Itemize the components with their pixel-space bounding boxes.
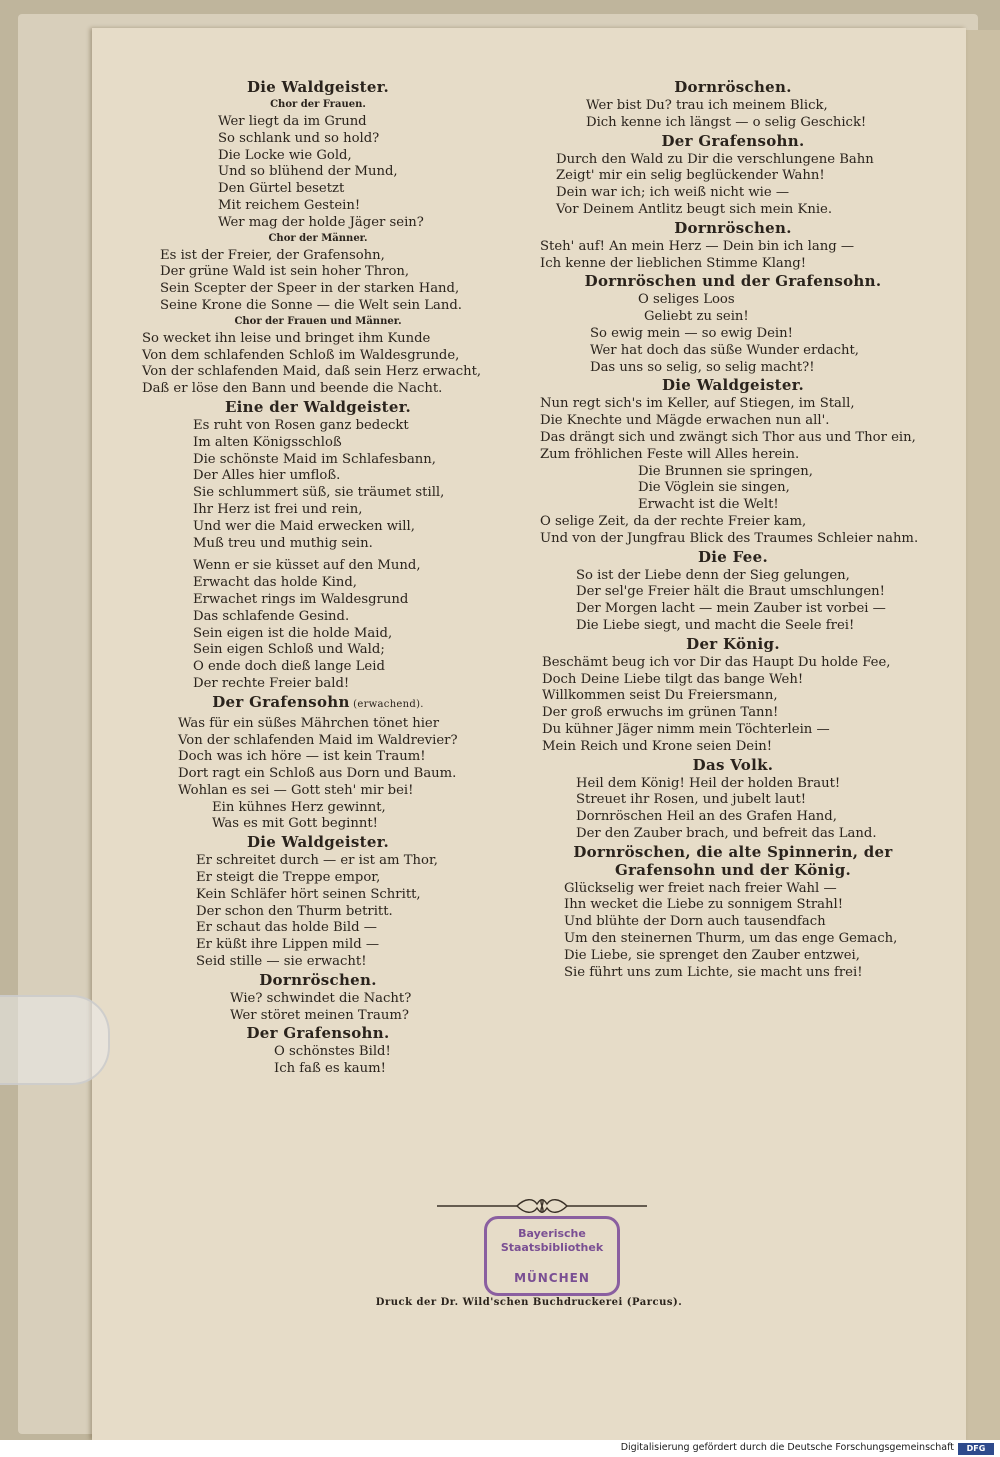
verse-line: Wohlan es sei — Gott steh' mir bei! <box>178 782 414 798</box>
verse-line: Er schreitet durch — er ist am Thor, <box>196 853 438 869</box>
section-heading <box>538 132 928 150</box>
verse-line: Die Locke wie Gold, <box>218 147 352 163</box>
chorus-subheading: Chor der Frauen und Männer. <box>234 315 402 327</box>
verse-line: Es ist der Freier, der Grafensohn, <box>160 247 385 263</box>
speaker-name: Der König. <box>686 634 780 653</box>
verse-line: Erwacht das holde Kind, <box>193 575 358 591</box>
verse-line: Wer liegt da im Grund <box>218 114 367 129</box>
verse-line: Sein Scepter der Speer in der starken Hand, <box>160 281 460 297</box>
verse-line: O schönstes Bild! <box>274 1044 391 1060</box>
verse-line: Doch was ich höre — ist kein Traum! <box>178 749 426 765</box>
section-heading <box>138 693 498 714</box>
verse-line: Ihr Herz ist frei und rein, <box>193 501 363 517</box>
verse-line: Der sel'ge Freier hält die Braut umschlungen! <box>576 584 885 600</box>
verse-line: Und wer die Maid erwecken will, <box>193 518 415 534</box>
verse-line: Wer störet meinen Traum? <box>230 1007 409 1023</box>
verse-line: Was für ein süßes Mährchen tönet hier <box>178 715 440 731</box>
verse-line: Von der schlafenden Maid, daß sein Herz erwacht, <box>142 364 482 380</box>
verse-line: Was es mit Gott beginnt! <box>212 816 378 832</box>
speaker-name: Dornröschen. <box>674 218 792 237</box>
verse-line: Glückselig wer freiet nach freier Wahl — <box>564 880 837 896</box>
verse-line: O seliges Loos <box>638 292 735 308</box>
verse-line: O selige Zeit, da der rechte Freier kam, <box>540 513 807 529</box>
verse-line: Und so blühend der Mund, <box>218 164 398 180</box>
section-heading <box>138 1024 498 1042</box>
verse-line: Das schlafende Gesind. <box>193 608 350 624</box>
verse-line: Streuet ihr Rosen, und jubelt laut! <box>576 792 807 808</box>
section-heading <box>538 635 928 653</box>
section-heading <box>538 272 928 290</box>
verse-line: Dich kenne ich längst — o selig Geschick! <box>586 114 867 130</box>
verse-line: Die Vöglein sie singen, <box>638 480 790 496</box>
verse-line: Sein eigen ist die holde Maid, <box>193 625 393 641</box>
verse-line: O ende doch dieß lange Leid <box>193 659 385 675</box>
verse-line: So schlank und so hold? <box>218 130 380 146</box>
section-heading <box>538 843 928 879</box>
section-heading <box>138 833 498 851</box>
verse-line: Daß er löse den Bann und beende die Nacht. <box>142 381 443 397</box>
verse-line: Die Liebe siegt, und macht die Seele frei! <box>576 617 855 633</box>
speaker-name: Dornröschen. <box>674 78 792 96</box>
verse-line: Wer bist Du? trau ich meinem Blick, <box>586 98 828 113</box>
divider-ornament <box>437 1196 647 1216</box>
verse-line: Die Brunnen sie springen, <box>638 463 813 479</box>
stamp-line-3: MÜNCHEN <box>514 1271 590 1285</box>
library-stamp <box>484 1216 620 1296</box>
verse-line: Ein kühnes Herz gewinnt, <box>212 799 386 815</box>
verse-line: Die Liebe, sie sprenget den Zauber entzwei, <box>564 947 860 963</box>
verse-line: Der grüne Wald ist sein hoher Thron, <box>160 264 410 280</box>
verse-line: Mit reichem Gestein! <box>218 197 361 213</box>
verse-line: Ich faß es kaum! <box>274 1061 386 1077</box>
verse-line: Dort ragt ein Schloß aus Dorn und Baum. <box>178 766 457 782</box>
bookmark-clip <box>0 995 110 1085</box>
verse-line: Er küßt ihre Lippen mild — <box>196 937 380 953</box>
verse-line: Der schon den Thurm betritt. <box>196 903 393 919</box>
speaker-name: Der Grafensohn. <box>661 131 805 150</box>
verse-line: Die Knechte und Mägde erwachen nun all'. <box>540 413 830 429</box>
stamp-line-1: Bayerische <box>518 1227 586 1240</box>
speaker-name: Die Waldgeister. <box>246 78 390 96</box>
verse-line: Im alten Königsschloß <box>193 434 342 450</box>
verse-line: Wer hat doch das süße Wunder erdacht, <box>590 342 859 358</box>
verse-line: Der rechte Freier bald! <box>193 675 350 691</box>
verse-line: Wer mag der holde Jäger sein? <box>218 214 424 230</box>
verse-line: Mein Reich und Krone seien Dein! <box>542 738 773 754</box>
speaker-name: Eine der Waldgeister. <box>224 397 412 416</box>
verse-line: Von der schlafenden Maid im Waldrevier? <box>178 732 458 748</box>
verse-line: Den Gürtel besetzt <box>218 181 345 197</box>
verse-line: Beschämt beug ich vor Dir das Haupt Du holde Fee, <box>542 654 891 670</box>
speaker-name: Die Fee. <box>697 547 768 566</box>
speaker-name: Dornröschen. <box>259 970 377 989</box>
verse-line: Der Alles hier umfloß. <box>193 468 341 484</box>
verse-line: Seid stille — sie erwacht! <box>196 954 367 970</box>
verse-line: Erwacht ist die Welt! <box>638 497 779 513</box>
verse-line: Kein Schläfer hört seinen Schritt, <box>196 886 421 902</box>
verse-line: Wie? schwindet die Nacht? <box>230 990 412 1006</box>
speaker-name: Die Waldgeister. <box>246 833 390 852</box>
verse-line: Durch den Wald zu Dir die verschlungene Bahn <box>556 151 874 167</box>
section-heading <box>138 398 498 416</box>
verse-line: Ihn wecket die Liebe zu sonnigem Strahl! <box>564 897 844 913</box>
verse-line: Heil dem König! Heil der holden Braut! <box>576 775 841 791</box>
speaker-name: Der Grafensohn <box>212 692 350 711</box>
verse-line: Die schönste Maid im Schlafesbann, <box>193 451 436 467</box>
verse-line: Dornröschen Heil an des Grafen Hand, <box>576 809 837 825</box>
left-text-column <box>138 78 498 1078</box>
verse-line: Willkommen seist Du Freiersmann, <box>542 688 778 704</box>
verse-line: Steh' auf! An mein Herz — Dein bin ich lang — <box>540 238 855 254</box>
verse-line: Doch Deine Liebe tilgt das bange Weh! <box>542 671 804 687</box>
verse-line: Der Morgen lacht — mein Zauber ist vorbei — <box>576 601 886 617</box>
verse-line: Von dem schlafenden Schloß im Waldesgrunde, <box>142 347 460 363</box>
speaker-name: Das Volk. <box>692 755 774 774</box>
chorus-subheading: Chor der Frauen. <box>270 99 366 110</box>
verse-line: Dein war ich; ich weiß nicht wie — <box>556 185 790 201</box>
section-heading <box>538 219 928 237</box>
verse-line: Seine Krone die Sonne — die Welt sein Land. <box>160 297 462 313</box>
verse-line: Du kühner Jäger nimm mein Töchterlein — <box>542 721 830 737</box>
printer-imprint: Druck der Dr. Wild'schen Buchdruckerei (Parcus). <box>375 1297 683 1308</box>
footer-funding-text: Digitalisierung gefördert durch die Deutsche Forschungsgemeinschaft <box>620 1442 954 1453</box>
verse-line: Zeigt' mir ein selig beglückender Wahn! <box>556 168 825 184</box>
speaker-name: Die Waldgeister. <box>661 376 805 395</box>
verse-line: Erwachet rings im Waldesgrund <box>193 591 409 607</box>
section-heading <box>538 376 928 394</box>
section-heading <box>538 78 928 96</box>
stamp-line-2: Staatsbibliothek <box>500 1241 604 1254</box>
verse-line: Der groß erwuchs im grünen Tann! <box>542 705 779 721</box>
verse-line: Muß treu und muthig sein. <box>193 535 373 551</box>
verse-line: Nun regt sich's im Keller, auf Stiegen, im Stall, <box>540 396 855 412</box>
footer-bar <box>0 1440 1000 1457</box>
verse-line: Er schaut das holde Bild — <box>196 920 377 936</box>
stage-direction: (erwachend). <box>349 698 424 710</box>
verse-line: Wenn er sie küsset auf den Mund, <box>193 558 421 574</box>
verse-line: Und von der Jungfrau Blick des Traumes Schleier nahm. <box>540 530 919 546</box>
verse-line: Das uns so selig, so selig macht?! <box>590 359 815 375</box>
verse-line: Geliebt zu sein! <box>644 309 749 325</box>
speaker-name: Der Grafensohn. <box>246 1024 390 1043</box>
verse-line: Vor Deinem Antlitz beugt sich mein Knie. <box>556 201 833 217</box>
verse-line: Um den steinernen Thurm, um das enge Gemach, <box>564 931 898 947</box>
section-heading <box>138 971 498 989</box>
section-heading <box>538 548 928 566</box>
verse-line: Und blühte der Dorn auch tausendfach <box>564 914 826 930</box>
verse-line: Ich kenne der lieblichen Stimme Klang! <box>540 255 807 271</box>
verse-line: So ewig mein — so ewig Dein! <box>590 325 793 341</box>
verse-line: Der den Zauber brach, und befreit das Land. <box>576 825 877 841</box>
dfg-logo: DFG <box>958 1443 994 1455</box>
verse-line: Sie führt uns zum Lichte, sie macht uns frei! <box>564 964 863 980</box>
speaker-name: Dornröschen und der Grafensohn. <box>584 272 882 291</box>
verse-line: Sie schlummert süß, sie träumet still, <box>193 485 445 501</box>
verse-line: Sein eigen Schloß und Wald; <box>193 642 385 658</box>
speaker-name: Dornröschen, die alte Spinnerin, der Grafensohn und der König. <box>573 842 893 879</box>
verse-line: Das drängt sich und zwängt sich Thor aus und Thor ein, <box>540 429 916 445</box>
verse-line: So wecket ihn leise und bringet ihm Kunde <box>142 330 431 346</box>
verse-line: Zum fröhlichen Feste will Alles herein. <box>540 446 800 462</box>
verse-line: Er steigt die Treppe empor, <box>196 870 381 886</box>
chorus-subheading: Chor der Männer. <box>268 232 368 244</box>
section-heading <box>138 78 498 96</box>
verse-line: So ist der Liebe denn der Sieg gelungen, <box>576 567 850 583</box>
right-text-column <box>538 78 928 981</box>
verse-line: Es ruht von Rosen ganz bedeckt <box>193 417 409 433</box>
section-heading <box>538 756 928 774</box>
